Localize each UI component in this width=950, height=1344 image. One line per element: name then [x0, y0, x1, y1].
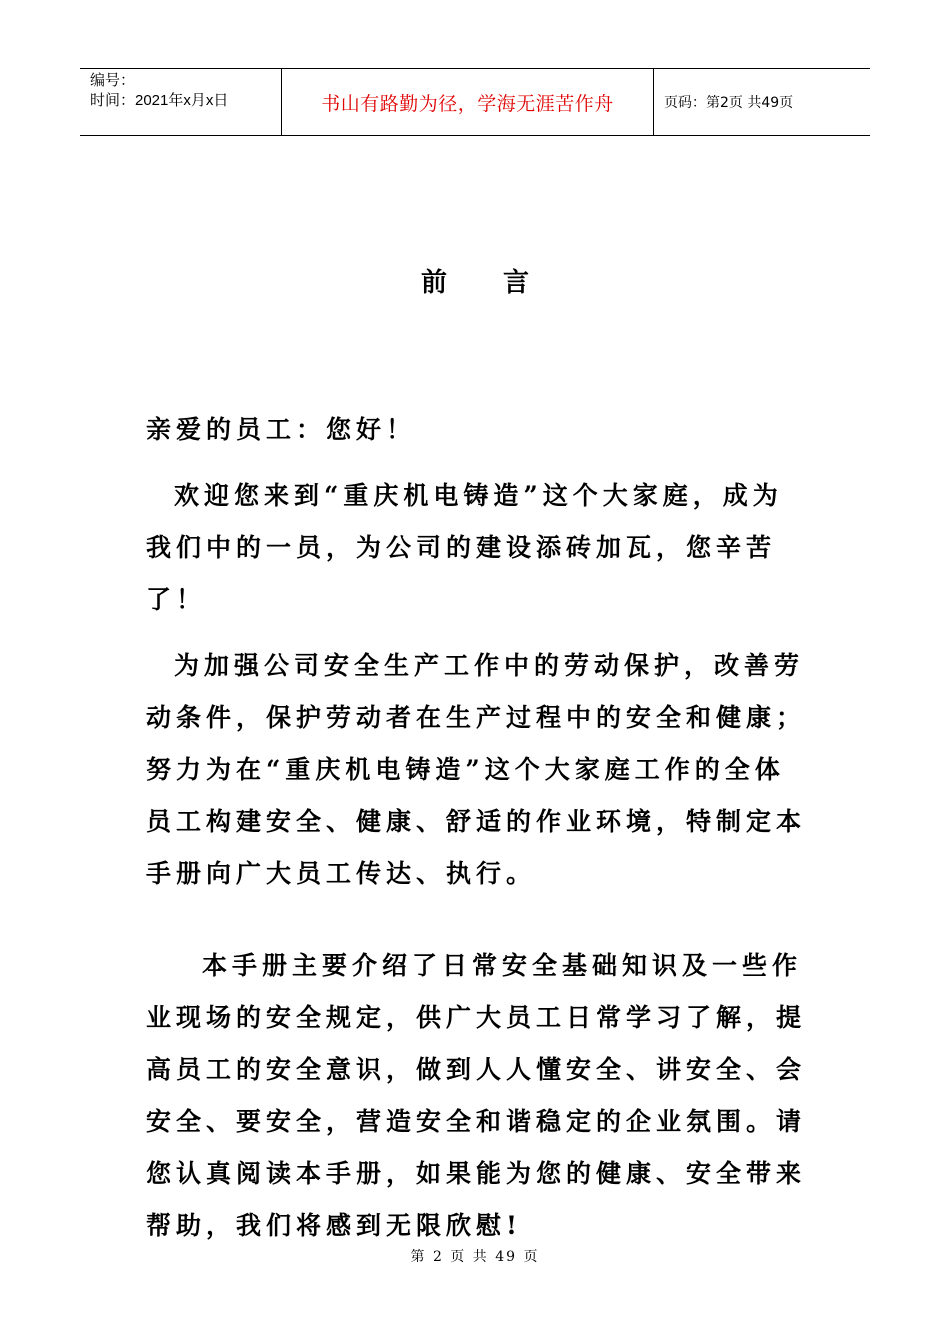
- page-header: [80, 68, 870, 136]
- document-number-label: 编号：: [90, 72, 136, 89]
- header-page-code: 页码：第2页 共49页: [664, 95, 794, 111]
- header-motto-cell: [282, 69, 654, 135]
- header-motto: 书山有路勤为径，学海无涯苦作舟: [321, 92, 614, 115]
- page-footer: 第 2 页 共 49 页: [410, 1249, 540, 1265]
- document-title: 前言: [420, 268, 585, 298]
- document-date: 时间：2021年x月x日: [90, 92, 229, 109]
- document-body: [146, 404, 808, 1252]
- paragraph-purpose: 为加强公司安全生产工作中的劳动保护，改善劳动条件，保护劳动者在生产过程中的安全和健康；努力为在“重庆机电铸造”这个大家庭工作的全体员工构建安全、健康、舒适的作业环境，特制定本手册向广大员工传达、执行。: [146, 651, 807, 888]
- paragraph-welcome: 欢迎您来到“重庆机电铸造”这个大家庭，成为我们中的一员，为公司的建设添砖加瓦，您辛苦了！: [146, 481, 783, 614]
- greeting: 亲爱的员工：您好！: [146, 415, 417, 444]
- header-page-cell: [654, 69, 870, 135]
- header-info-cell: [80, 69, 282, 135]
- paragraph-contents: 本手册主要介绍了日常安全基础知识及一些作业现场的安全规定，供广大员工日常学习了解，提高员工的安全意识，做到人人懂安全、讲安全、会安全、要安全，营造安全和谐稳定的企业氛围。请您认真阅读本手册，如果能为您的健康、安全带来帮助，我们将感到无限欣慰!: [146, 951, 807, 1240]
